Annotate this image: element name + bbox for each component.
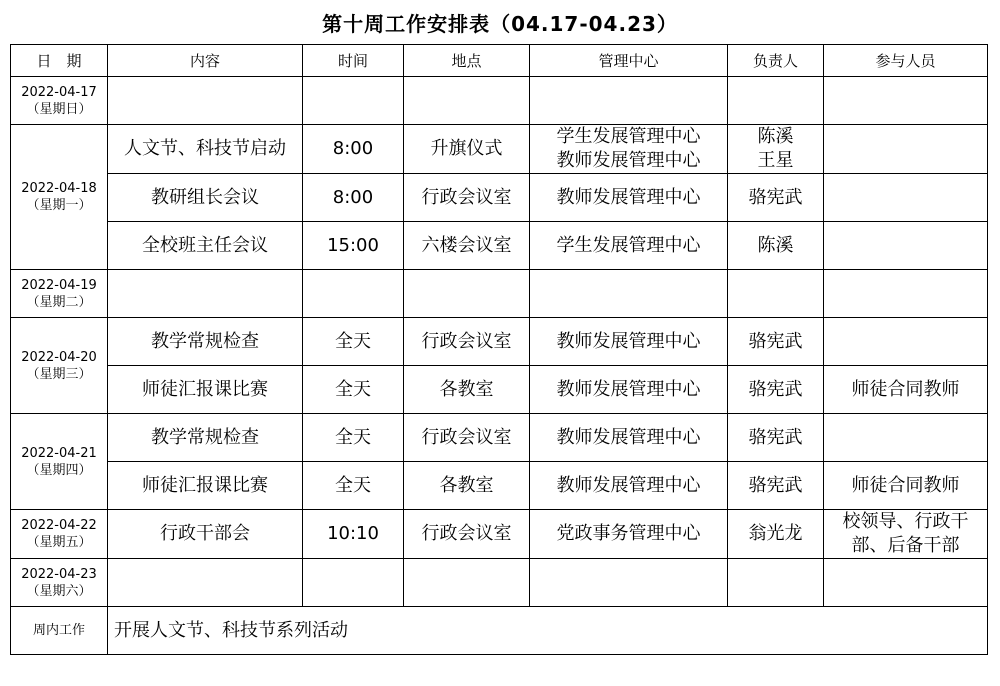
date-cell: 2022-04-19 （星期二） (11, 270, 108, 318)
place-cell: 行政会议室 (404, 174, 530, 222)
owner-cell (728, 559, 824, 607)
owner-cell: 骆宪武 (728, 462, 824, 510)
header-time: 时间 (303, 45, 404, 77)
date-cell: 2022-04-18 （星期一） (11, 125, 108, 270)
owner-cell: 翁光龙 (728, 510, 824, 559)
time-cell: 8:00 (303, 174, 404, 222)
participants-cell: 师徒合同教师 (824, 462, 988, 510)
table-row (11, 414, 988, 462)
owner-cell: 骆宪武 (728, 318, 824, 366)
time-cell: 10:10 (303, 510, 404, 559)
content-cell: 教学常规检查 (108, 318, 303, 366)
content-cell: 行政干部会 (108, 510, 303, 559)
date-cell: 2022-04-23 （星期六） (11, 559, 108, 607)
header-owner: 负责人 (728, 45, 824, 77)
place-cell: 行政会议室 (404, 414, 530, 462)
participants-cell (824, 414, 988, 462)
time-cell: 全天 (303, 366, 404, 414)
center-cell: 教师发展管理中心 (530, 174, 728, 222)
content-cell: 师徒汇报课比赛 (108, 366, 303, 414)
participants-cell: 校领导、行政干 部、后备干部 (824, 510, 988, 559)
time-cell (303, 559, 404, 607)
table-row (11, 559, 988, 607)
time-cell: 全天 (303, 414, 404, 462)
date-cell: 2022-04-22 （星期五） (11, 510, 108, 559)
place-cell: 各教室 (404, 366, 530, 414)
participants-cell (824, 174, 988, 222)
center-cell (530, 270, 728, 318)
time-cell (303, 77, 404, 125)
summary-text: 开展人文节、科技节系列活动 (108, 607, 988, 655)
date-cell: 2022-04-21 （星期四） (11, 414, 108, 510)
center-cell: 党政事务管理中心 (530, 510, 728, 559)
table-row (11, 77, 988, 125)
schedule-table (10, 44, 988, 655)
table-row (11, 510, 988, 559)
table-row (11, 462, 988, 510)
center-cell: 教师发展管理中心 (530, 462, 728, 510)
place-cell: 升旗仪式 (404, 125, 530, 174)
table-row (11, 270, 988, 318)
center-cell: 教师发展管理中心 (530, 414, 728, 462)
center-cell: 学生发展管理中心 (530, 222, 728, 270)
summary-row (11, 607, 988, 655)
content-cell (108, 559, 303, 607)
center-cell: 教师发展管理中心 (530, 366, 728, 414)
time-cell: 8:00 (303, 125, 404, 174)
table-row (11, 318, 988, 366)
time-cell: 全天 (303, 318, 404, 366)
content-cell (108, 270, 303, 318)
owner-cell: 陈溪 王星 (728, 125, 824, 174)
participants-cell (824, 222, 988, 270)
center-cell (530, 559, 728, 607)
page-title: 第十周工作安排表（04.17-04.23） (322, 12, 678, 36)
table-row (11, 222, 988, 270)
header-date: 日 期 (11, 45, 108, 77)
header-place: 地点 (404, 45, 530, 77)
owner-cell: 骆宪武 (728, 174, 824, 222)
owner-cell (728, 270, 824, 318)
header-content: 内容 (108, 45, 303, 77)
place-cell: 六楼会议室 (404, 222, 530, 270)
summary-label: 周内工作 (11, 607, 108, 655)
participants-cell (824, 318, 988, 366)
place-cell: 行政会议室 (404, 510, 530, 559)
owner-cell: 骆宪武 (728, 414, 824, 462)
header-center: 管理中心 (530, 45, 728, 77)
center-cell: 教师发展管理中心 (530, 318, 728, 366)
time-cell: 全天 (303, 462, 404, 510)
participants-cell: 师徒合同教师 (824, 366, 988, 414)
center-cell: 学生发展管理中心 教师发展管理中心 (530, 125, 728, 174)
content-cell: 师徒汇报课比赛 (108, 462, 303, 510)
participants-cell (824, 77, 988, 125)
place-cell (404, 77, 530, 125)
place-cell (404, 270, 530, 318)
content-cell (108, 77, 303, 125)
time-cell (303, 270, 404, 318)
participants-cell (824, 125, 988, 174)
date-cell: 2022-04-20 （星期三） (11, 318, 108, 414)
place-cell (404, 559, 530, 607)
date-cell: 2022-04-17 （星期日） (11, 77, 108, 125)
place-cell: 行政会议室 (404, 318, 530, 366)
content-cell: 教研组长会议 (108, 174, 303, 222)
time-cell: 15:00 (303, 222, 404, 270)
header-participants: 参与人员 (824, 45, 988, 77)
table-row (11, 174, 988, 222)
content-cell: 全校班主任会议 (108, 222, 303, 270)
owner-cell: 陈溪 (728, 222, 824, 270)
participants-cell (824, 270, 988, 318)
place-cell: 各教室 (404, 462, 530, 510)
content-cell: 教学常规检查 (108, 414, 303, 462)
owner-cell (728, 77, 824, 125)
header-row (11, 45, 988, 77)
table-row (11, 125, 988, 174)
table-row (11, 366, 988, 414)
owner-cell: 骆宪武 (728, 366, 824, 414)
content-cell: 人文节、科技节启动 (108, 125, 303, 174)
center-cell (530, 77, 728, 125)
participants-cell (824, 559, 988, 607)
